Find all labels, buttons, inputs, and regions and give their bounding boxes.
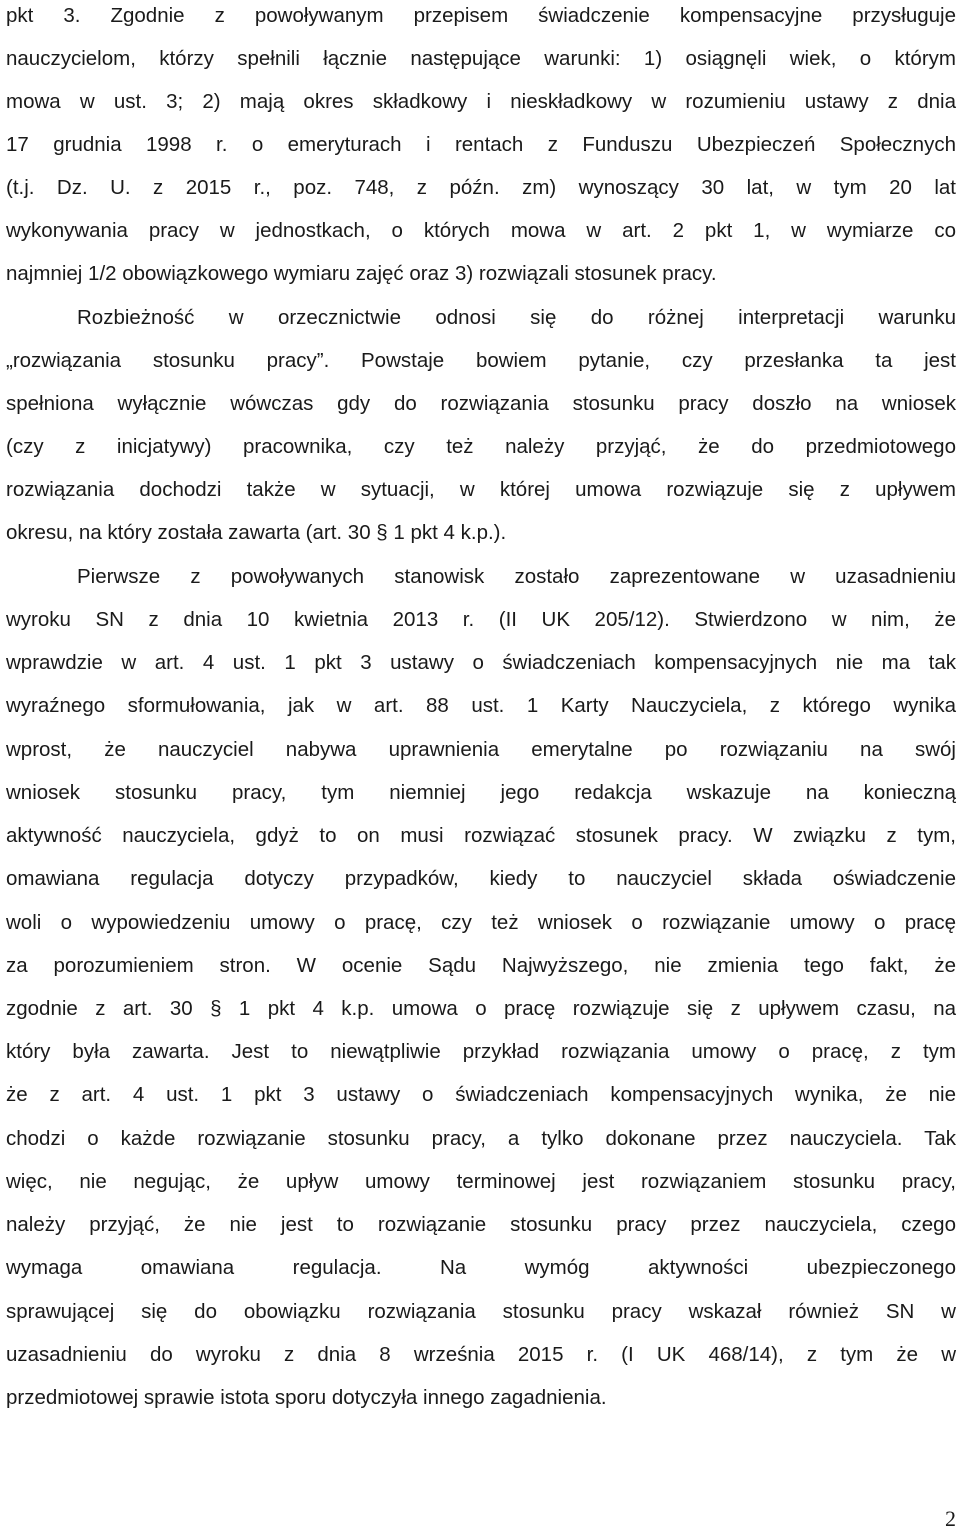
text-line: (t.j. Dz. U. z 2015 r., poz. 748, z późn. zm) wynoszący 30 lat, w tym 20 lat <box>6 176 956 199</box>
text-line: należy przyjąć, że nie jest to rozwiązanie stosunku pracy przez nauczyciela, czego <box>6 1213 956 1236</box>
text-line: wymaga omawiana regulacja. Na wymóg aktywności ubezpieczonego <box>6 1256 956 1279</box>
text-line: nauczycielom, którzy spełnili łącznie następujące warunki: 1) osiągnęli wiek, o którym <box>6 47 956 70</box>
text-line: najmniej 1/2 obowiązkowego wymiaru zajęć oraz 3) rozwiązali stosunek pracy. <box>6 262 717 285</box>
text-line: więc, nie negując, że upływ umowy terminowej jest rozwiązaniem stosunku pracy, <box>6 1170 956 1193</box>
text-line: wniosek stosunku pracy, tym niemniej jego redakcja wskazuje na konieczną <box>6 781 956 804</box>
text-line: który była zawarta. Jest to niewątpliwie przykład rozwiązania umowy o pracę, z tym <box>6 1040 956 1063</box>
text-line: zgodnie z art. 30 § 1 pkt 4 k.p. umowa o pracę rozwiązuje się z upływem czasu, na <box>6 997 956 1020</box>
text-line: wykonywania pracy w jednostkach, o których mowa w art. 2 pkt 1, w wymiarze co <box>6 219 956 242</box>
text-line: spełniona wyłącznie wówczas gdy do rozwiązania stosunku pracy doszło na wniosek <box>6 392 956 415</box>
text-line: omawiana regulacja dotyczy przypadków, kiedy to nauczyciel składa oświadczenie <box>6 867 956 890</box>
text-line: wyraźnego sformułowania, jak w art. 88 ust. 1 Karty Nauczyciela, z którego wynika <box>6 694 956 717</box>
text-line: sprawującej się do obowiązku rozwiązania stosunku pracy wskazał również SN w <box>6 1300 956 1323</box>
paragraph-start-line: Pierwsze z powoływanych stanowisk zostało zaprezentowane w uzasadnieniu <box>77 565 956 588</box>
text-line: przedmiotowej sprawie istota sporu dotyczyła innego zagadnienia. <box>6 1386 607 1409</box>
text-line: „rozwiązania stosunku pracy”. Powstaje bowiem pytanie, czy przesłanka ta jest <box>6 349 956 372</box>
text-line: pkt 3. Zgodnie z powoływanym przepisem świadczenie kompensacyjne przysługuje <box>6 4 956 27</box>
text-line: wyroku SN z dnia 10 kwietnia 2013 r. (II UK 205/12). Stwierdzono w nim, że <box>6 608 956 631</box>
text-line: woli o wypowiedzeniu umowy o pracę, czy też wniosek o rozwiązanie umowy o pracę <box>6 911 956 934</box>
text-line: rozwiązania dochodzi także w sytuacji, w której umowa rozwiązuje się z upływem <box>6 478 956 501</box>
text-line: chodzi o każde rozwiązanie stosunku pracy, a tylko dokonane przez nauczyciela. Tak <box>6 1127 956 1150</box>
text-line: okresu, na który została zawarta (art. 30 § 1 pkt 4 k.p.). <box>6 521 507 544</box>
paragraph-start-line: Rozbieżność w orzecznictwie odnosi się do różnej interpretacji warunku <box>77 306 956 329</box>
text-line: (czy z inicjatywy) pracownika, czy też należy przyjąć, że do przedmiotowego <box>6 435 956 458</box>
text-line: wprawdzie w art. 4 ust. 1 pkt 3 ustawy o świadczeniach kompensacyjnych nie ma tak <box>6 651 956 674</box>
page-number: 2 <box>945 1506 956 1531</box>
text-line: 17 grudnia 1998 r. o emeryturach i rentach z Funduszu Ubezpieczeń Społecznych <box>6 133 956 156</box>
text-line: wprost, że nauczyciel nabywa uprawnienia emerytalne po rozwiązaniu na swój <box>6 738 956 761</box>
text-line: mowa w ust. 3; 2) mają okres składkowy i nieskładkowy w rozumieniu ustawy z dnia <box>6 90 956 113</box>
text-line: że z art. 4 ust. 1 pkt 3 ustawy o świadczeniach kompensacyjnych wynika, że nie <box>6 1083 956 1106</box>
text-line: uzasadnieniu do wyroku z dnia 8 września 2015 r. (I UK 468/14), z tym że w <box>6 1343 956 1366</box>
text-line: za porozumieniem stron. W ocenie Sądu Najwyższego, nie zmienia tego fakt, że <box>6 954 956 977</box>
text-line: aktywność nauczyciela, gdyż to on musi rozwiązać stosunek pracy. W związku z tym, <box>6 824 956 847</box>
